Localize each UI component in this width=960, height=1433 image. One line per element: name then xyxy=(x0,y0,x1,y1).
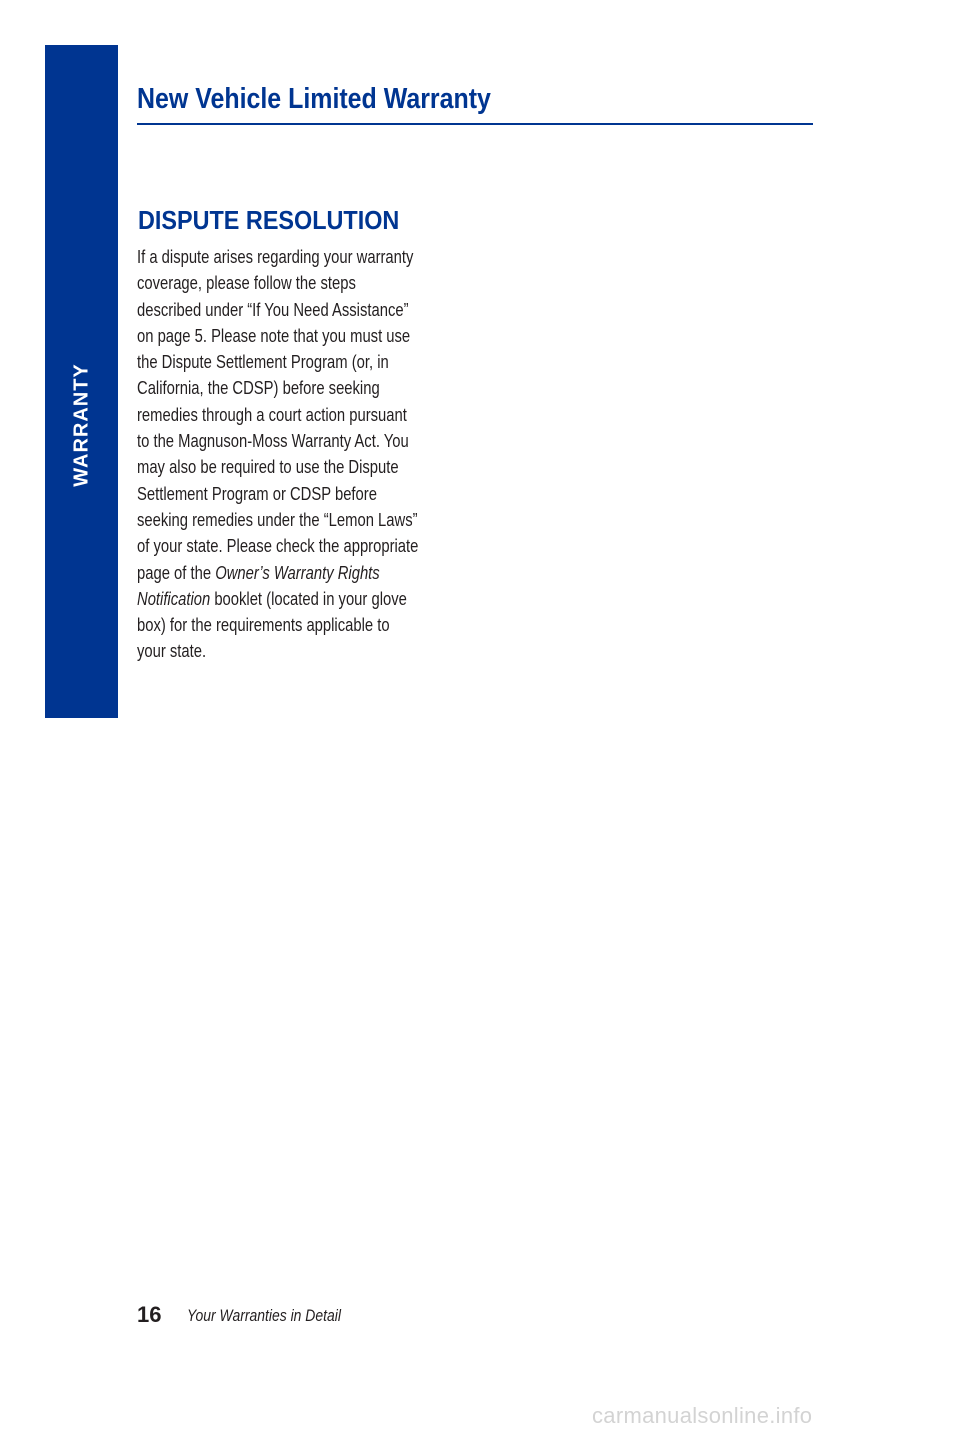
body-line: on page 5. Please note that you must use xyxy=(137,324,411,346)
body-line-suffix: booklet (located in your glove xyxy=(210,587,407,609)
footer-section-title: Your Warranties in Detail xyxy=(187,1306,341,1325)
body-line: your state. xyxy=(137,640,207,662)
body-line: Settlement Program or CDSP before xyxy=(137,482,377,504)
body-line: seeking remedies under the “Lemon Laws” xyxy=(137,508,418,530)
body-line: may also be required to use the Dispute xyxy=(137,456,399,478)
body-line: described under “If You Need Assistance” xyxy=(137,298,409,320)
side-tab-label: WARRANTY xyxy=(70,363,92,487)
body-line: If a dispute arises regarding your warranty xyxy=(137,246,414,267)
body-line xyxy=(137,560,441,586)
page-title: New Vehicle Limited Warranty xyxy=(137,83,491,115)
body-line: to the Magnuson-Moss Warranty Act. You xyxy=(137,430,409,452)
body-line: coverage, please follow the steps xyxy=(137,272,356,294)
section-heading: DISPUTE RESOLUTION xyxy=(138,205,400,235)
booklet-title-part-1: Owner’s Warranty Rights xyxy=(215,561,380,583)
body-line: box) for the requirements applicable to xyxy=(137,614,390,636)
booklet-title-part-2: Notification xyxy=(137,587,211,609)
section-body xyxy=(137,244,441,665)
body-line: of your state. Please check the appropriate xyxy=(137,535,419,557)
body-line: remedies through a court action pursuant xyxy=(137,403,407,425)
title-divider xyxy=(137,123,813,125)
body-line: California, the CDSP) before seeking xyxy=(137,377,380,399)
body-line: the Dispute Settlement Program (or, in xyxy=(137,351,389,373)
side-tab xyxy=(45,45,118,718)
body-line xyxy=(137,586,441,612)
body-line-prefix: page of the xyxy=(137,561,216,583)
page-number: 16 xyxy=(137,1302,162,1327)
watermark: carmanualsonline.info xyxy=(592,1403,813,1428)
